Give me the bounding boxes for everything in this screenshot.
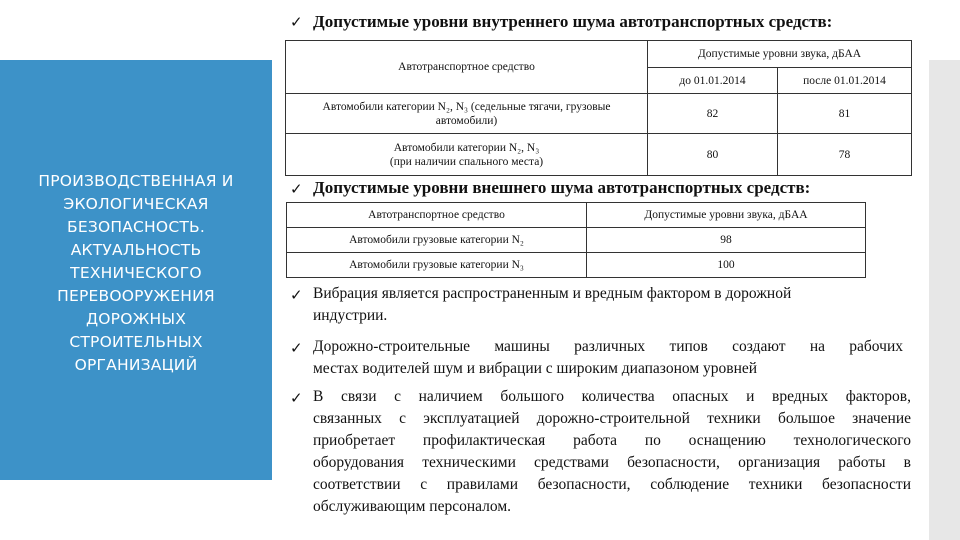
- table-header-vehicle: Автотранспортное средство: [287, 203, 587, 228]
- bullet-line: приобретает профилактическая работа по оснащению технологического: [313, 432, 911, 449]
- table-cell-vehicle: [286, 134, 648, 176]
- bullet-line: соответствии с правилами безопасности, соблюдение техники безопасности: [313, 476, 911, 493]
- sidebar-title-line: ТЕХНИЧЕСКОГО: [70, 264, 202, 282]
- bullet-line: оборудования техническими средствами безопасности, организация работы в: [313, 454, 911, 471]
- bullet-vibration: [313, 283, 893, 327]
- bullet-line: Вибрация является распространенным и вредным фактором в дорожной: [313, 285, 792, 302]
- table-header-levels: Допустимые уровни звука, дБАА: [648, 41, 912, 68]
- vehicle-line: Автомобили категории N₂, N₃ (седельные тягачи, грузовые: [322, 100, 611, 113]
- vehicle-line: (при наличии спального места): [389, 155, 544, 168]
- bullet-prevention: [313, 386, 911, 518]
- table-cell-before: 80: [648, 134, 778, 176]
- sidebar-title-line: СТРОИТЕЛЬНЫХ: [69, 333, 203, 351]
- table-cell-vehicle: Автомобили грузовые категории N₂: [287, 228, 587, 253]
- bullet-line: индустрии.: [313, 307, 388, 324]
- checkmark-icon: ✓: [290, 286, 303, 304]
- sidebar-title-line: ЭКОЛОГИЧЕСКАЯ: [63, 195, 209, 213]
- checkmark-icon: ✓: [290, 13, 303, 31]
- table-row: [286, 134, 912, 176]
- bullet-line: связанных с эксплуатацией дорожно-строительной техники большое значение: [313, 410, 911, 427]
- external-noise-table: [286, 202, 866, 278]
- table-cell-vehicle: Автомобили грузовые категории N₃: [287, 253, 587, 278]
- vehicle-line: автомобили): [435, 114, 498, 127]
- table-cell-after: 78: [778, 134, 912, 176]
- bullet-line: В связи с наличием большого количества опасных и вредных факторов,: [313, 388, 911, 405]
- sidebar-title-line: АКТУАЛЬНОСТЬ: [70, 241, 202, 259]
- sidebar-title-line: ОРГАНИЗАЦИЙ: [74, 356, 198, 374]
- bullet-machines: [313, 336, 903, 380]
- table-header-vehicle: Автотранспортное средство: [286, 41, 648, 94]
- sidebar-title-line: БЕЗОПАСНОСТЬ.: [67, 218, 205, 236]
- vehicle-line: Автомобили категории N₂, N₃: [393, 141, 540, 154]
- section2-heading: Допустимые уровни внешнего шума автотранспортных средств:: [313, 178, 811, 197]
- checkmark-icon: ✓: [290, 389, 303, 407]
- table-header-level: Допустимые уровни звука, дБАА: [587, 203, 866, 228]
- table-cell-after: 81: [778, 94, 912, 134]
- internal-noise-table: [285, 40, 912, 176]
- table-cell-vehicle: [286, 94, 648, 134]
- checkmark-icon: ✓: [290, 339, 303, 357]
- sidebar-title-line: ПЕРЕВООРУЖЕНИЯ: [57, 287, 215, 305]
- table-cell-before: 82: [648, 94, 778, 134]
- table-row: [286, 94, 912, 134]
- table-header-before: до 01.01.2014: [648, 68, 778, 94]
- table-cell-level: 98: [587, 228, 866, 253]
- table-cell-level: 100: [587, 253, 866, 278]
- table-row: [287, 228, 866, 253]
- table-row: [287, 253, 866, 278]
- right-decor-strip: [929, 60, 960, 540]
- bullet-line: местах водителей шум и вибрации с широким диапазоном уровней: [313, 360, 758, 377]
- bullet-line: обслуживающим персоналом.: [313, 498, 512, 515]
- table-header-after: после 01.01.2014: [778, 68, 912, 94]
- sidebar-title-line: ПРОИЗВОДСТВЕННАЯ И: [38, 172, 234, 190]
- checkmark-icon: ✓: [290, 180, 303, 198]
- sidebar-title-line: ДОРОЖНЫХ: [85, 310, 187, 328]
- section1-heading: Допустимые уровни внутреннего шума автотранспортных средств:: [313, 12, 833, 31]
- sidebar-title: [18, 170, 254, 377]
- bullet-line: Дорожно-строительные машины различных типов создают на рабочих: [313, 338, 903, 355]
